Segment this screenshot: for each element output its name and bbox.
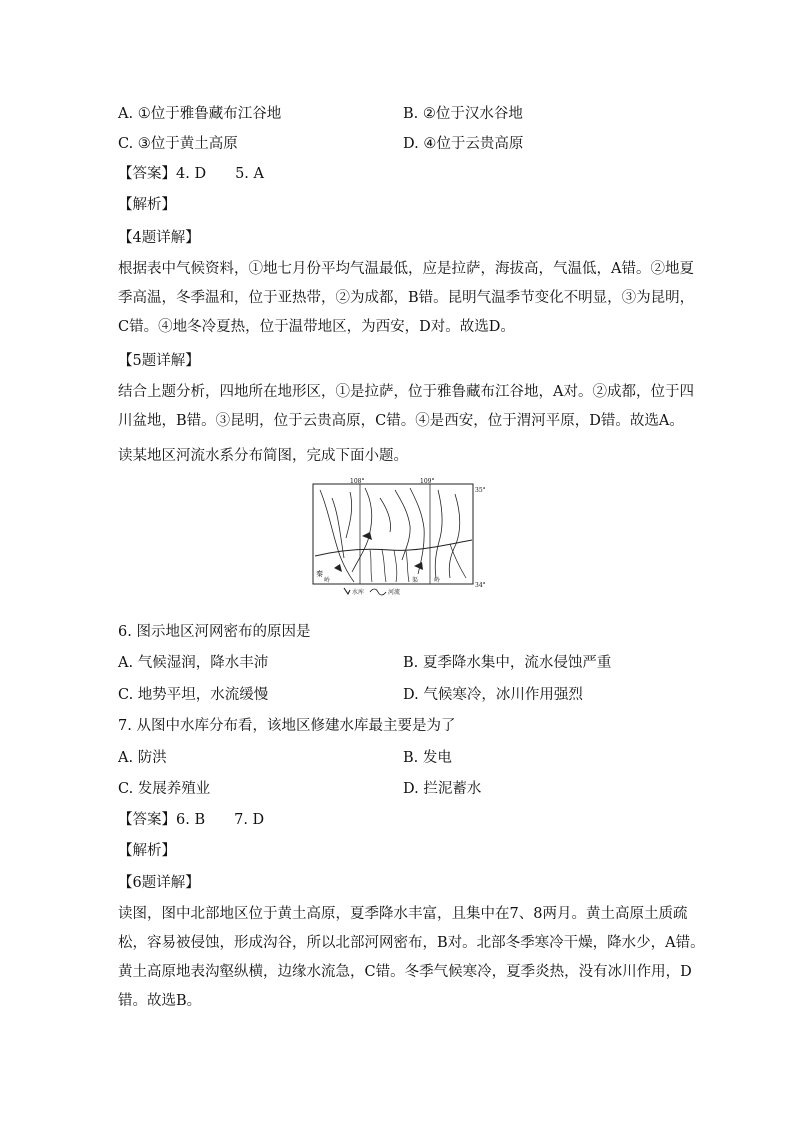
intro-6-7: 读某地区河流水系分布简图，完成下面小题。 (118, 448, 408, 464)
river-legend-icon (370, 589, 386, 595)
detail-6-line: 松，容易被侵蚀，形成沟谷，所以北部河网密布，B对。北部冬季寒冷干燥，降水少，A错。 (118, 935, 705, 951)
option-c: C. ③位于黄土高原 (118, 136, 238, 152)
detail-6-line: 黄土高原地表沟壑纵横，边缘水流急，C错。冬季气候寒冷，夏季炎热，没有冰川作用，D (118, 964, 692, 980)
answer-4-5: 【答案】4. D 5. A (118, 166, 264, 182)
detail-4-title: 【4题详解】 (118, 230, 200, 246)
map-label-ling-left: 岭 (324, 577, 331, 584)
river-system-map (310, 478, 490, 598)
q6-option-a: A. 气候湿润，降水丰沛 (118, 655, 269, 671)
detail-4-line: 季高温，冬季温和，位于亚热带，②为成都，B错。昆明气温季节变化不明显，③为昆明， (118, 290, 695, 306)
q7-option-b: B. 发电 (403, 750, 452, 766)
detail-5-line: 川盆地，B错。③昆明，位于云贵高原，C错。④是西安，位于渭河平原，D错。故选A。 (118, 413, 684, 429)
q6-option-d: D. 气候寒冷，冰川作用强烈 (403, 687, 583, 703)
map-label-qin: 秦 (316, 570, 323, 578)
answer-6-7: 【答案】6. B 7. D (118, 812, 265, 828)
option-a: A. ①位于雅鲁藏布江谷地 (118, 106, 282, 122)
detail-5-text (118, 378, 694, 436)
map-latitude-34: 34° (475, 582, 486, 589)
q6-option-c: C. 地势平坦，水流缓慢 (118, 687, 269, 703)
question-7: 7. 从图中水库分布看，该地区修建水库最主要是为了 (118, 718, 456, 734)
analysis-label: 【解析】 (118, 197, 176, 213)
legend-river: 河流 (388, 589, 401, 596)
detail-6-line: 错。故选B。 (118, 993, 202, 1009)
option-b: B. ②位于汉水谷地 (403, 106, 523, 122)
reservoir-legend-icon (344, 588, 350, 594)
map-longitude-109: 109° (420, 478, 435, 485)
legend-reservoir: 水库 (352, 589, 365, 596)
option-d: D. ④位于云贵高原 (403, 136, 524, 152)
map-longitude-108: 108° (350, 478, 365, 485)
question-6: 6. 图示地区河网密布的原因是 (118, 624, 311, 640)
analysis-label: 【解析】 (118, 843, 176, 859)
detail-4-text (118, 255, 695, 342)
q7-option-c: C. 发展养殖业 (118, 781, 211, 797)
detail-5-line: 结合上题分析，四地所在地形区，①是拉萨，位于雅鲁藏布江谷地，A对。②成都，位于四 (118, 384, 694, 400)
detail-6-text (118, 900, 705, 1016)
detail-5-title: 【5题详解】 (118, 353, 200, 369)
map-label-ling-right: 岭 (434, 577, 441, 584)
detail-4-line: C错。④地冬冷夏热，位于温带地区，为西安，D对。故选D。 (118, 319, 515, 335)
q7-option-a: A. 防洪 (118, 750, 167, 766)
map-label-qu: 渠 (412, 577, 419, 584)
detail-4-line: 根据表中气候资料，①地七月份平均气温最低，应是拉萨，海拔高，气温低，A错。②地夏 (118, 261, 694, 277)
detail-6-line: 读图，图中北部地区位于黄土高原，夏季降水丰富，且集中在7、8两月。黄土高原土质疏 (118, 906, 688, 922)
q6-option-b: B. 夏季降水集中，流水侵蚀严重 (403, 655, 612, 671)
map-latitude-35: 35° (475, 487, 486, 494)
detail-6-title: 【6题详解】 (118, 875, 200, 891)
q7-option-d: D. 拦泥蓄水 (403, 781, 482, 797)
